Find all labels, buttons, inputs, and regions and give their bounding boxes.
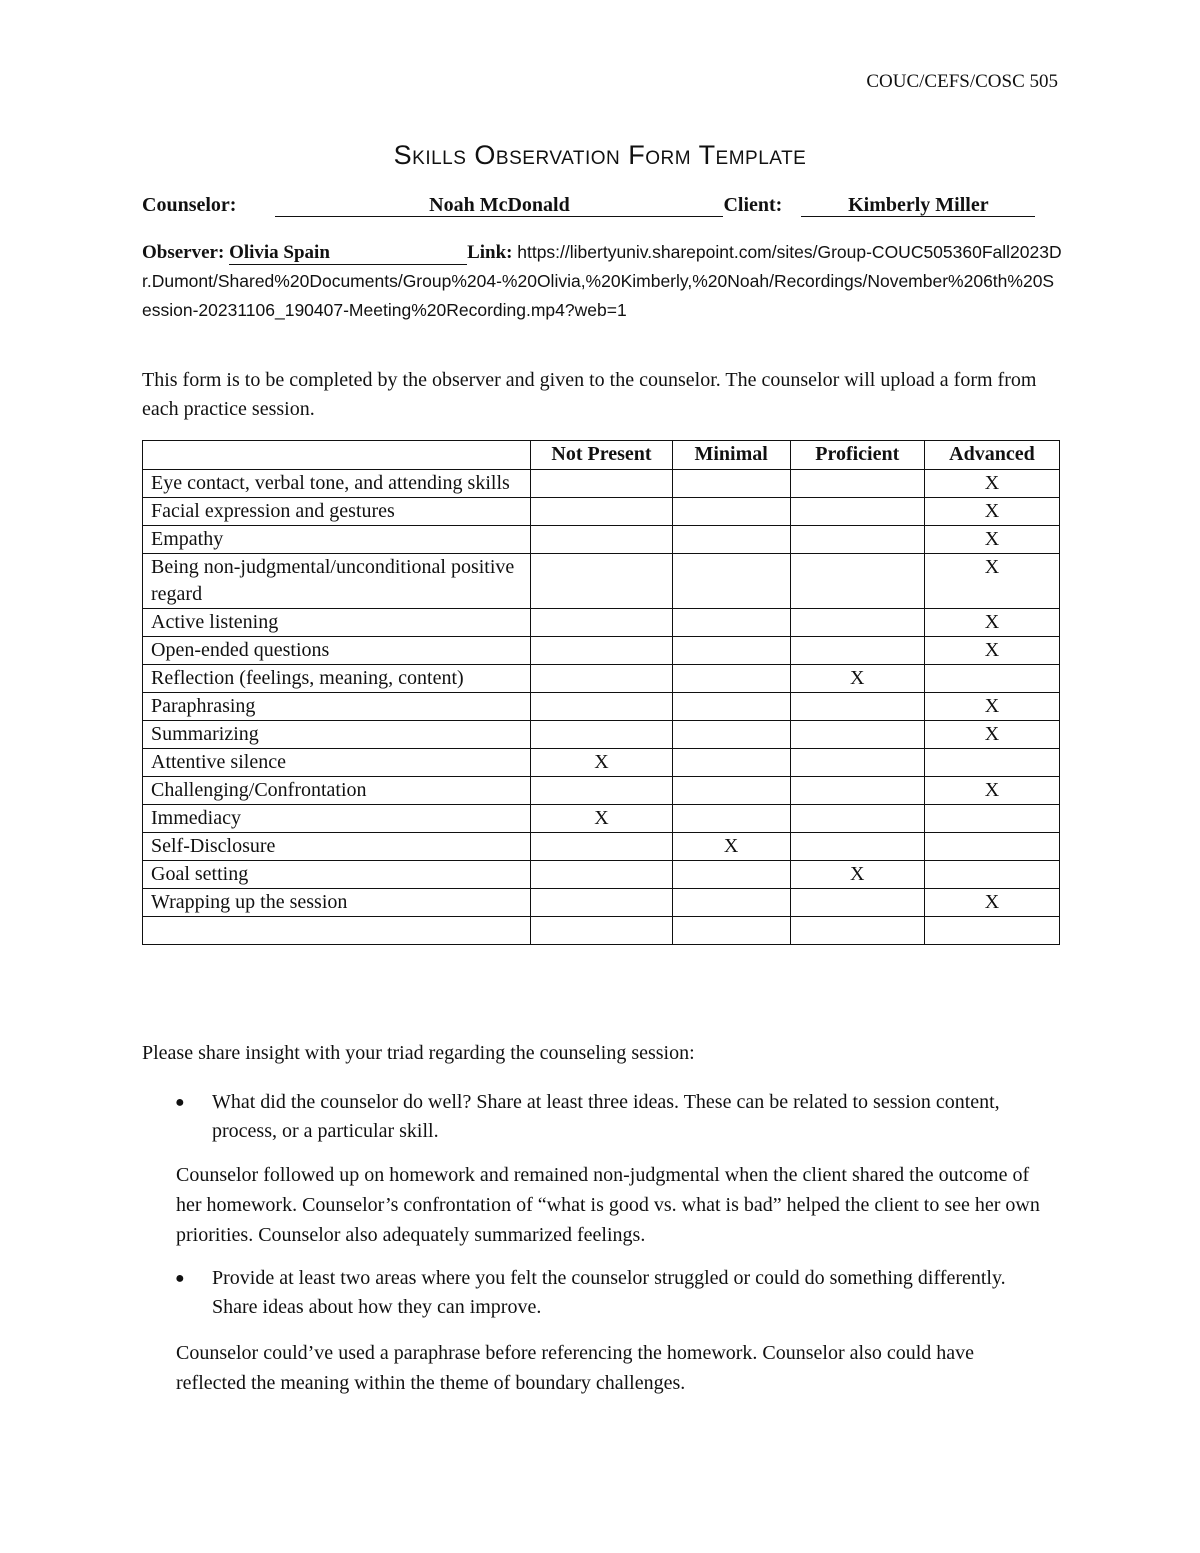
mark-cell: X [790,861,924,889]
header-proficient: Proficient [790,441,924,470]
mark-cell [790,526,924,554]
table-row [143,526,1060,554]
question-1 [175,1088,1045,1146]
mark-cell: X [924,693,1059,721]
mark-cell: X [531,805,672,833]
mark-cell [790,554,924,609]
answer-1: Counselor followed up on homework and remained non-judgmental when the client shared the outcome of her homework. Counselor’s confrontation of “what is good vs. what is bad” helped the client to see her own priorities. Counselor also adequately summarized feelings. [176,1164,1040,1246]
mark-cell [531,526,672,554]
skill-cell: Active listening [143,609,531,637]
skill-cell: Facial expression and gestures [143,498,531,526]
table-row [143,498,1060,526]
mark-cell [672,889,790,917]
mark-cell [790,833,924,861]
mark-cell [790,721,924,749]
skills-table [142,440,1060,945]
mark-cell [531,470,672,498]
mark-cell [531,917,672,945]
skill-cell [143,917,531,945]
mark-cell: X [531,749,672,777]
mark-cell: X [924,721,1059,749]
observer-label: Observer: [142,242,225,263]
skill-cell: Empathy [143,526,531,554]
table-row [143,749,1060,777]
mark-cell: X [672,833,790,861]
mark-cell [531,554,672,609]
mark-cell [924,749,1059,777]
mark-cell [790,470,924,498]
table-row [143,470,1060,498]
header-skill [143,441,531,470]
mark-cell [790,805,924,833]
mark-cell: X [924,609,1059,637]
mark-cell [924,861,1059,889]
mark-cell [531,777,672,805]
page-title: Skills Observation Form Template [393,140,807,170]
mark-cell [672,498,790,526]
table-row [143,721,1060,749]
mark-cell: X [924,637,1059,665]
mark-cell [672,721,790,749]
table-row [143,609,1060,637]
header-not-present: Not Present [531,441,672,470]
mark-cell: X [924,526,1059,554]
course-code: COUC/CEFS/COSC 505 [866,71,1058,92]
mark-cell: X [924,498,1059,526]
table-row [143,665,1060,693]
table-row [143,805,1060,833]
question-2-text: Provide at least two areas where you felt the counselor struggled or could do something differently. Share ideas about how they can improve. [212,1267,1006,1318]
header-minimal: Minimal [672,441,790,470]
mark-cell [672,917,790,945]
mark-cell [531,637,672,665]
table-row [143,554,1060,609]
skill-cell: Immediacy [143,805,531,833]
mark-cell [531,861,672,889]
recording-link[interactable]: https://libertyuniv.sharepoint.com/sites/Group-COUC505360Fall2023Dr.Dumont/Shared%20Documents/Group%204-%20Olivia,%20Kimberly,%20Noah/Recordings/November%206th%20Session-20231106_190407-Meeting%20Recording.mp4?web=1 [142,242,1062,320]
skill-cell: Reflection (feelings, meaning, content) [143,665,531,693]
skill-cell: Open-ended questions [143,637,531,665]
mark-cell [672,470,790,498]
skill-cell: Self-Disclosure [143,833,531,861]
table-row [143,777,1060,805]
header-advanced: Advanced [924,441,1059,470]
intro-text: This form is to be completed by the observer and given to the counselor. The counselor will upload a form from each practice session. [142,369,1037,420]
mark-cell: X [924,777,1059,805]
mark-cell [672,554,790,609]
table-row-empty [143,917,1060,945]
mark-cell [531,693,672,721]
mark-cell [531,498,672,526]
table-row [143,833,1060,861]
skill-cell: Goal setting [143,861,531,889]
mark-cell [531,833,672,861]
mark-cell [672,805,790,833]
skill-cell: Attentive silence [143,749,531,777]
skill-cell: Summarizing [143,721,531,749]
mark-cell: X [790,665,924,693]
table-row [143,693,1060,721]
question-2 [175,1264,1045,1322]
observer-field: Olivia Spain [229,242,467,265]
table-row [143,861,1060,889]
question-1-text: What did the counselor do well? Share at least three ideas. These can be related to session content, process, or a particular skill. [212,1091,1000,1142]
skill-cell: Paraphrasing [143,693,531,721]
table-header-row [143,441,1060,470]
mark-cell [672,526,790,554]
mark-cell [790,609,924,637]
mark-cell [790,777,924,805]
mark-cell [672,777,790,805]
mark-cell [924,805,1059,833]
mark-cell [790,889,924,917]
mark-cell [924,665,1059,693]
mark-cell [672,637,790,665]
observer-link-block [142,238,1062,325]
mark-cell [672,749,790,777]
mark-cell: X [924,470,1059,498]
answer-2: Counselor could’ve used a paraphrase before referencing the homework. Counselor also could have reflected the meaning within the theme of boundary challenges. [176,1342,975,1394]
mark-cell [790,637,924,665]
skill-cell: Challenging/Confrontation [143,777,531,805]
skill-cell: Eye contact, verbal tone, and attending skills [143,470,531,498]
skill-cell: Being non-judgmental/unconditional positive regard [143,554,531,609]
table-row [143,889,1060,917]
mark-cell [790,498,924,526]
mark-cell [790,917,924,945]
link-label: Link: [467,242,513,263]
mark-cell [672,861,790,889]
mark-cell [672,609,790,637]
counselor-label: Counselor: [142,194,237,216]
mark-cell [790,693,924,721]
mark-cell: X [924,889,1059,917]
counselor-field: Noah McDonald [275,194,723,217]
insight-intro: Please share insight with your triad regarding the counseling session: [142,1042,695,1064]
client-field: Kimberly Miller [801,194,1035,217]
client-label: Client: [723,194,783,216]
mark-cell [672,665,790,693]
counselor-client-row [142,194,1062,217]
mark-cell [531,665,672,693]
bullet-icon: ● [175,1270,185,1287]
mark-cell: X [924,554,1059,609]
mark-cell [531,721,672,749]
mark-cell [790,749,924,777]
mark-cell [924,917,1059,945]
mark-cell [924,833,1059,861]
bullet-icon: ● [175,1094,185,1111]
skill-cell: Wrapping up the session [143,889,531,917]
table-row [143,637,1060,665]
mark-cell [531,609,672,637]
mark-cell [672,693,790,721]
mark-cell [531,889,672,917]
